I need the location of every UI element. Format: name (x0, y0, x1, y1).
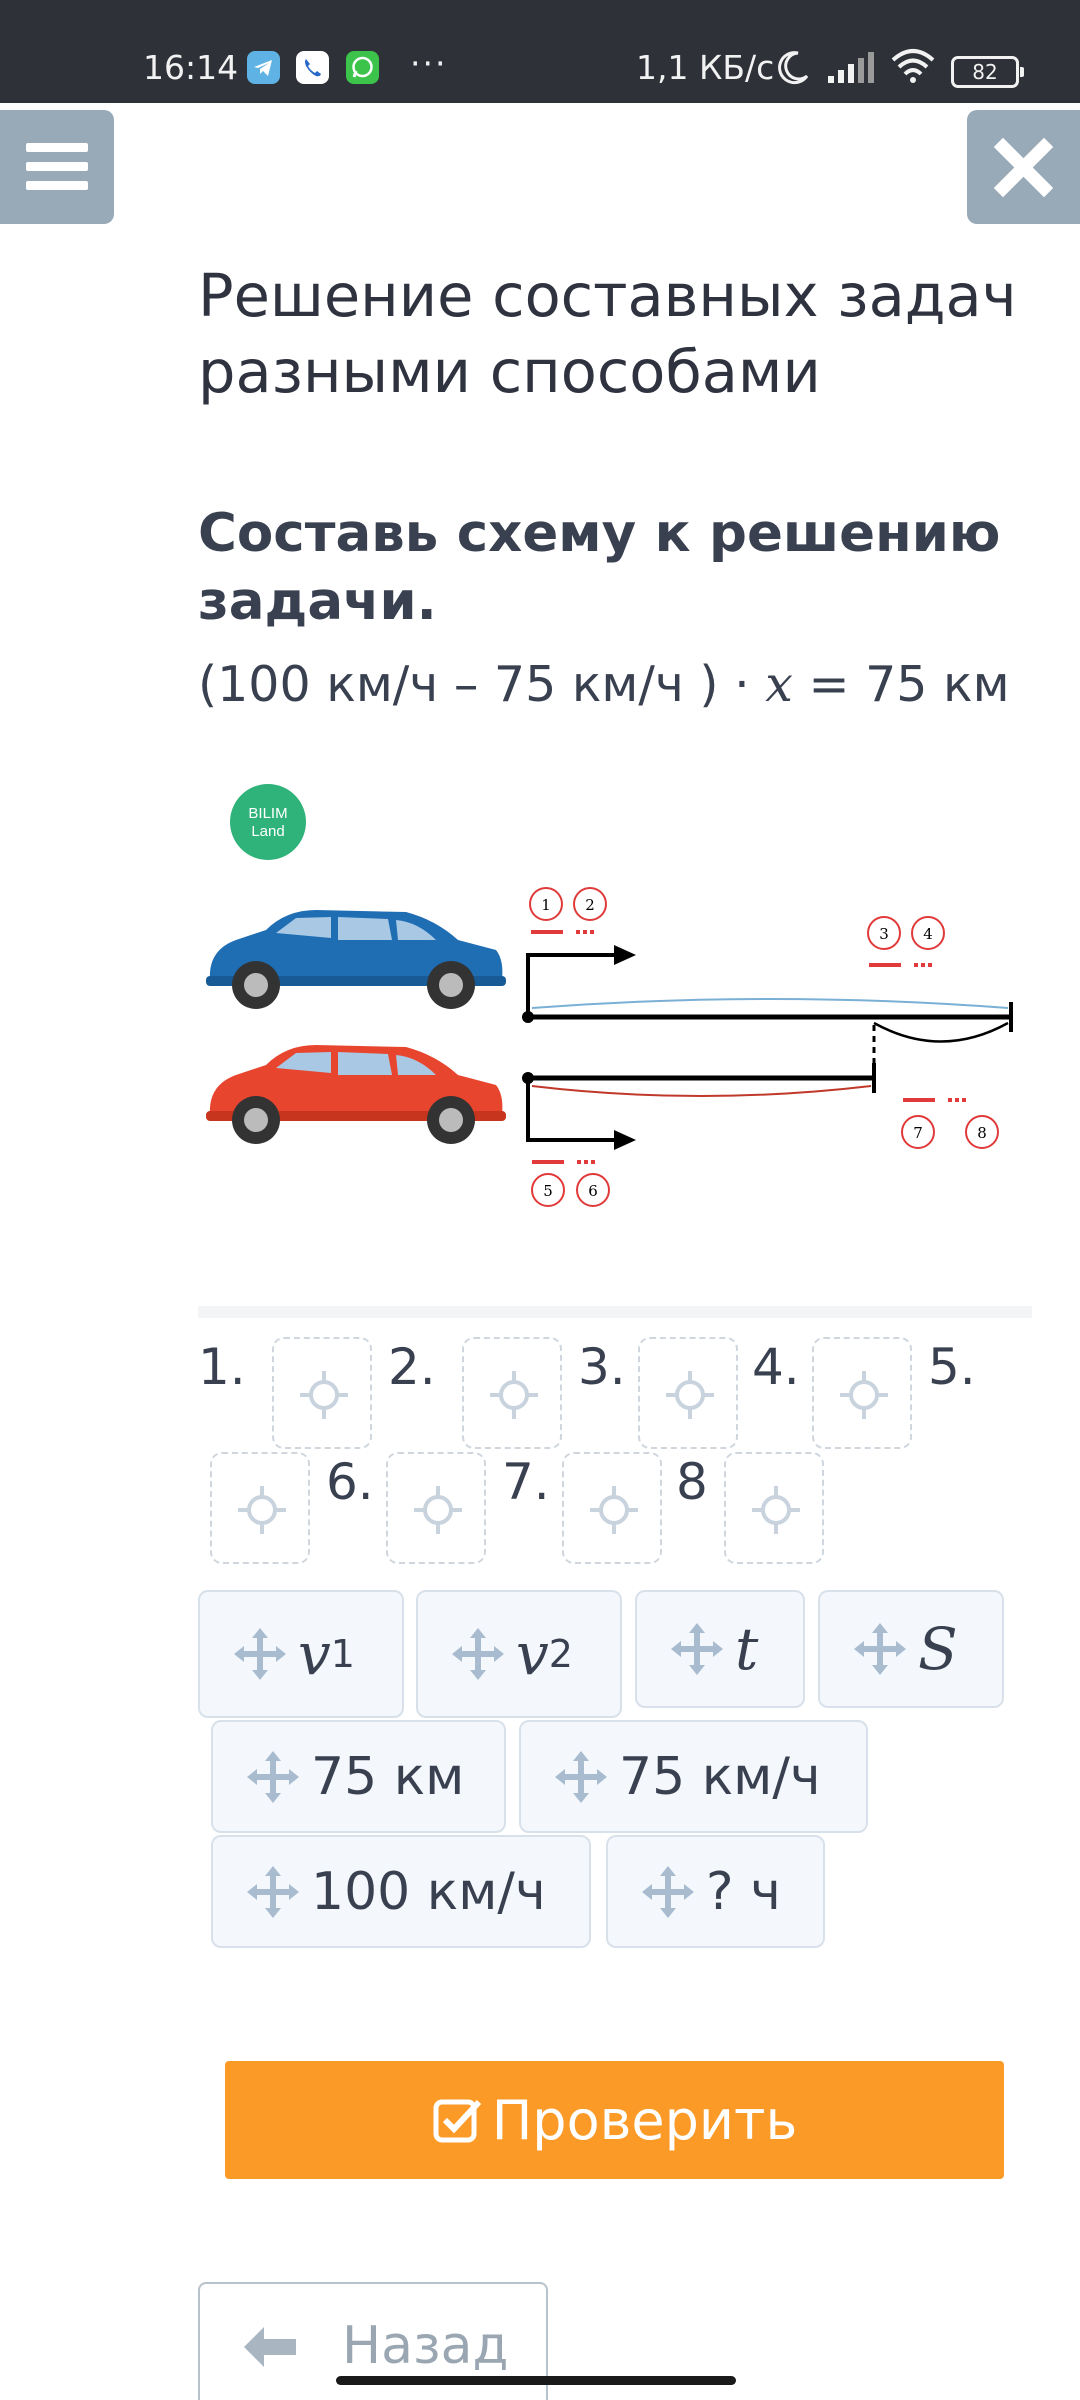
whatsapp-icon (346, 51, 379, 84)
option-subscript: 1 (330, 1632, 355, 1676)
option-t[interactable] (635, 1590, 805, 1708)
move-icon (551, 1747, 611, 1807)
back-button-label: Назад (342, 2316, 509, 2376)
close-button[interactable] (967, 110, 1080, 224)
option-label: 100 км/ч (311, 1861, 546, 1922)
option-100-kmh[interactable] (211, 1835, 591, 1948)
slot-label-2: 2. (388, 1338, 436, 1396)
target-icon (588, 1484, 640, 1536)
close-icon (967, 110, 1080, 224)
option-symbol: S (918, 1615, 958, 1683)
divider (198, 1306, 1032, 1318)
scheme-markers (530, 888, 998, 1206)
task-title: Составь схему к решению задачи. (198, 503, 1001, 632)
drop-target-3[interactable] (638, 1337, 738, 1449)
slot-label-3: 3. (578, 1338, 626, 1396)
marker-7: 7 (913, 1124, 923, 1142)
equation-left: (100 км/ч – 75 км/ч ) · (198, 656, 766, 713)
task-scheme-image (196, 770, 1036, 1235)
target-icon (236, 1484, 288, 1536)
target-icon (298, 1369, 350, 1421)
marker-2: 2 (585, 896, 595, 914)
marker-1: 1 (541, 896, 551, 914)
move-icon (667, 1619, 727, 1679)
target-icon (488, 1369, 540, 1421)
drop-target-1[interactable] (272, 1337, 372, 1449)
signal-icon (826, 52, 874, 92)
move-icon (448, 1624, 508, 1684)
option-label: ? ч (706, 1861, 781, 1922)
slot-label-8: 8 (676, 1453, 708, 1511)
option-v2[interactable] (416, 1590, 622, 1718)
slot-label-5: 5. (928, 1338, 976, 1396)
marker-4: 4 (923, 925, 933, 943)
drop-target-6[interactable] (386, 1452, 486, 1564)
status-bar (0, 0, 1080, 103)
slot-label-6: 6. (326, 1453, 374, 1511)
option-symbol: t (735, 1615, 759, 1683)
move-icon (243, 1747, 303, 1807)
option-label: 75 км/ч (619, 1746, 821, 1807)
checkbox-check-icon (432, 2094, 484, 2146)
drop-target-2[interactable] (462, 1337, 562, 1449)
scheme-lines (522, 945, 1011, 1150)
target-icon (664, 1369, 716, 1421)
marker-6: 6 (588, 1182, 598, 1200)
gesture-navigation-bar[interactable] (336, 2376, 736, 2385)
option-s[interactable] (818, 1590, 1004, 1708)
target-icon (412, 1484, 464, 1536)
red-car-image (206, 1045, 506, 1144)
blue-car-image (206, 910, 506, 1009)
move-icon (243, 1862, 303, 1922)
slot-label-4: 4. (752, 1338, 800, 1396)
task-equation (198, 656, 1068, 713)
option-label: 75 км (311, 1746, 465, 1807)
marker-5: 5 (543, 1182, 553, 1200)
option-75-kmh[interactable] (519, 1720, 868, 1833)
marker-3: 3 (879, 925, 889, 943)
check-button-label: Проверить (491, 2088, 798, 2152)
more-notifications: ··· (410, 44, 448, 83)
move-icon (230, 1624, 290, 1684)
moon-icon (776, 50, 810, 94)
option-75-km[interactable] (211, 1720, 506, 1833)
logo-text-1: BILIM (248, 805, 288, 822)
telegram-icon (247, 51, 280, 84)
drop-target-7[interactable] (562, 1452, 662, 1564)
status-time: 16:14 (143, 48, 239, 87)
logo-text-2: Land (251, 823, 285, 840)
battery-icon: 82 (951, 56, 1019, 88)
wifi-icon (890, 48, 936, 92)
move-icon (850, 1619, 910, 1679)
slot-label-7: 7. (502, 1453, 550, 1511)
option-v1[interactable] (198, 1590, 404, 1718)
move-icon (638, 1862, 698, 1922)
option-symbol: v (516, 1620, 549, 1688)
network-speed: 1,1 КБ/с (636, 48, 775, 87)
equation-right: = 75 км (792, 656, 1010, 713)
drop-target-4[interactable] (812, 1337, 912, 1449)
option-unknown-hours[interactable] (606, 1835, 825, 1948)
equation-variable: x (765, 656, 793, 713)
arrow-left-icon (242, 2322, 298, 2382)
page-title: Решение составных задач разными способами (198, 261, 1017, 406)
phone-icon (296, 51, 329, 84)
drop-target-8[interactable] (724, 1452, 824, 1564)
drop-target-5[interactable] (210, 1452, 310, 1564)
bilimland-logo (230, 784, 306, 860)
marker-8: 8 (977, 1124, 987, 1142)
option-symbol: v (298, 1620, 331, 1688)
option-subscript: 2 (548, 1632, 573, 1676)
menu-button[interactable] (0, 110, 114, 224)
target-icon (838, 1369, 890, 1421)
target-icon (750, 1484, 802, 1536)
slot-label-1: 1. (198, 1338, 246, 1396)
check-button[interactable] (225, 2061, 1004, 2179)
